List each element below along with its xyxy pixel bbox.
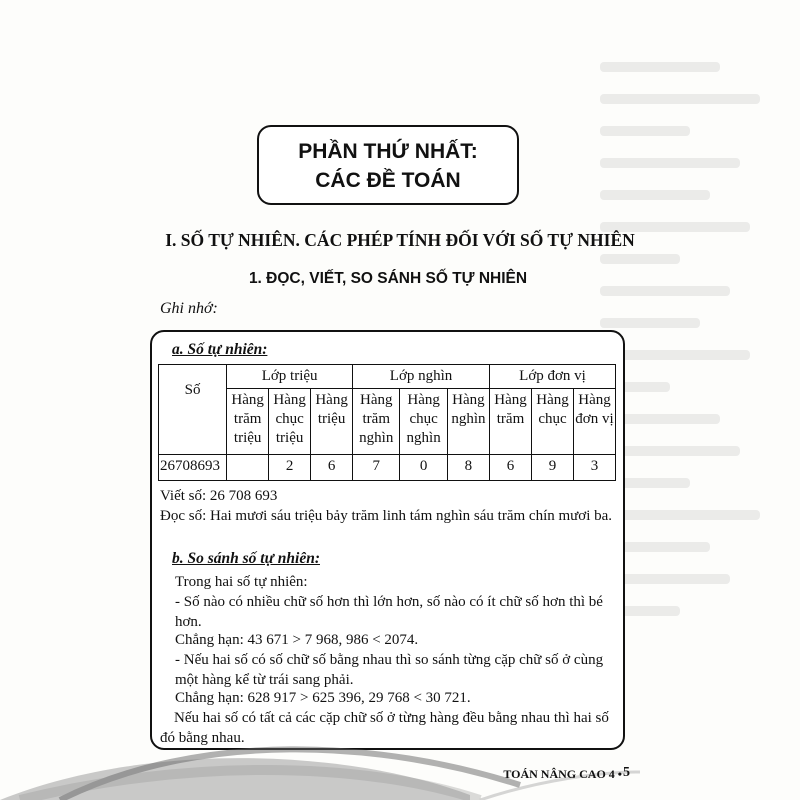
book-title: TOÁN NÂNG CAO 4 bbox=[503, 767, 615, 781]
page-number: 5 bbox=[623, 765, 630, 780]
subsection-heading: 1. ĐỌC, VIẾT, SO SÁNH SỐ TỰ NHIÊN bbox=[248, 270, 528, 287]
note-label: Ghi nhớ: bbox=[160, 300, 218, 317]
digit-cell: 7 bbox=[353, 455, 400, 481]
part-title-box bbox=[257, 125, 519, 205]
bullet: • bbox=[617, 767, 622, 781]
footer-book-title bbox=[503, 767, 622, 782]
part-a-label: a. Số tự nhiên: bbox=[172, 341, 268, 358]
digit-cell: 6 bbox=[311, 455, 353, 481]
column-header: Hàng chục bbox=[532, 389, 574, 455]
compare-rule-2: - Nếu hai số có số chữ số bằng nhau thì so sánh từng cặp chữ số ở cùng một hàng kể từ trái sang phải. bbox=[175, 652, 604, 688]
column-header: Hàng chục nghìn bbox=[400, 389, 447, 455]
column-header: Hàng trăm triệu bbox=[227, 389, 269, 455]
compare-example-2: Chẳng hạn: 628 917 > 625 396, 29 768 < 30 721. bbox=[175, 690, 471, 706]
section-heading: I. SỐ TỰ NHIÊN. CÁC PHÉP TÍNH ĐỐI VỚI SỐ TỰ NHIÊN bbox=[165, 230, 635, 250]
compare-example-1: Chẳng hạn: 43 671 > 7 968, 986 < 2074. bbox=[175, 632, 419, 648]
place-value-table bbox=[158, 364, 616, 481]
compare-intro: Trong hai số tự nhiên: bbox=[175, 574, 308, 590]
column-header: Hàng triệu bbox=[311, 389, 353, 455]
part-title-line2: CÁC ĐỀ TOÁN bbox=[315, 169, 461, 192]
digit-cell: 2 bbox=[269, 455, 311, 481]
viet-so: Viết số: 26 708 693 bbox=[160, 488, 278, 504]
compare-rule-1: - Số nào có nhiều chữ số hơn thì lớn hơn, số nào có ít chữ số hơn thì bé hơn. bbox=[175, 594, 603, 630]
footer-swoosh-decoration bbox=[0, 700, 800, 800]
part-b-label: b. So sánh số tự nhiên: bbox=[172, 550, 320, 567]
column-header: Hàng chục triệu bbox=[269, 389, 311, 455]
digit-cell: 8 bbox=[447, 455, 489, 481]
digit-cell: 6 bbox=[490, 455, 532, 481]
part-title-line1: PHẦN THỨ NHẤT: bbox=[298, 140, 478, 163]
so-header: Số bbox=[159, 365, 227, 455]
group-header-units: Lớp đơn vị bbox=[490, 365, 616, 389]
compare-conclusion: Nếu hai số có tất cả các cặp chữ số ở từng hàng đều bằng nhau thì hai số đó bằng nhau. bbox=[160, 710, 609, 746]
digit-cell bbox=[227, 455, 269, 481]
digit-cell: 9 bbox=[532, 455, 574, 481]
digit-cell: 3 bbox=[573, 455, 615, 481]
column-header: Hàng trăm bbox=[490, 389, 532, 455]
group-header-millions: Lớp triệu bbox=[227, 365, 353, 389]
column-header: Hàng trăm nghìn bbox=[353, 389, 400, 455]
digit-cell: 0 bbox=[400, 455, 447, 481]
column-header: Hàng đơn vị bbox=[573, 389, 615, 455]
group-header-thousands: Lớp nghìn bbox=[353, 365, 490, 389]
doc-so: Đọc số: Hai mươi sáu triệu bảy trăm linh tám nghìn sáu trăm chín mươi ba. bbox=[160, 508, 613, 524]
column-header: Hàng nghìn bbox=[447, 389, 489, 455]
number-cell: 26708693 bbox=[159, 455, 227, 481]
